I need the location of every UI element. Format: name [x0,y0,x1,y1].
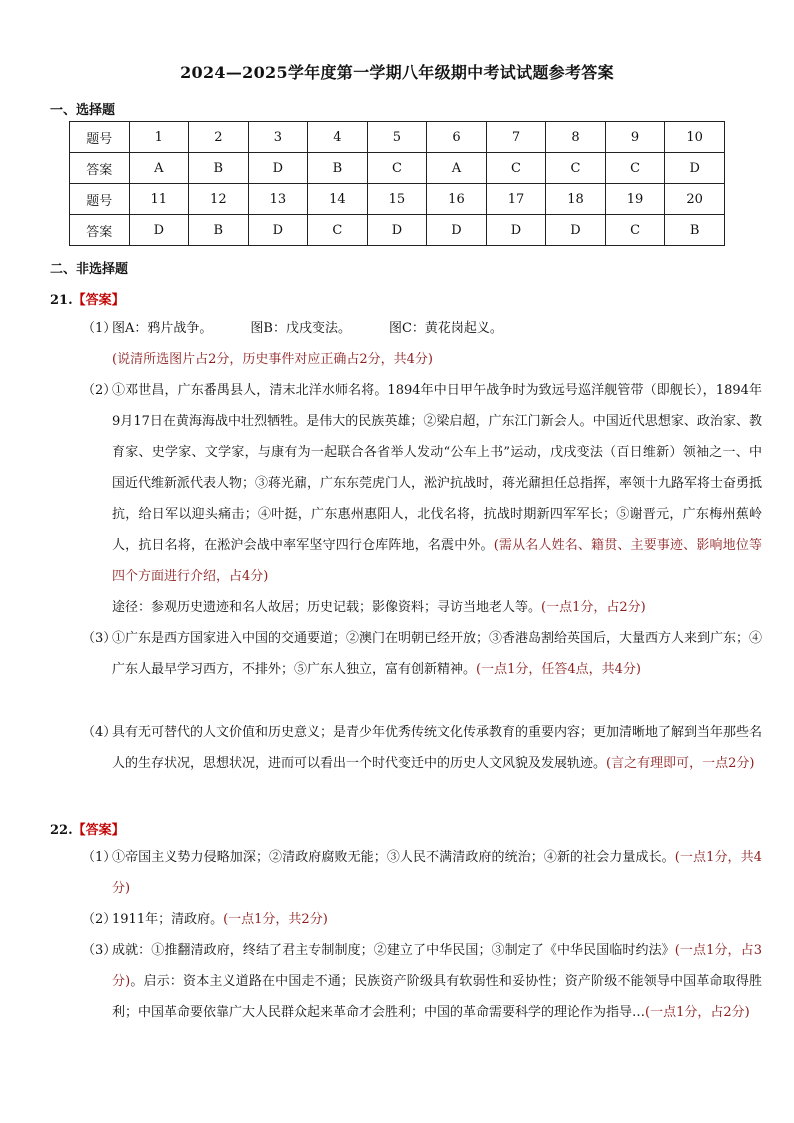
answer-table-row-label: 答案 [70,215,130,246]
q22-part3-note1: (一点1分，占3分) [112,943,762,989]
answer-table-cell: 9 [605,122,665,153]
answer-tag: 【答案】 [72,823,125,838]
q21-part2-route: 途径：参观历史遗迹和名人故居；历史记载；影像资料；寻访当地老人等。 [112,600,542,615]
question-22-heading [50,819,125,838]
q21-part4-text: 具有无可替代的人文价值和历史意义；是青少年优秀传统文化传承教育的重要内容；更加清晰地了解到当年那些名人的生存状况，思想状况，进而可以看出一个时代变迁中的历史人文风貌及发展轨迹。 [112,725,763,771]
answer-table-cell: 6 [427,122,487,153]
answer-table-row [70,122,725,153]
answer-table-cell: 18 [546,184,606,215]
answer-table-row-label: 题号 [70,184,130,215]
answer-table-cell: B [665,215,725,246]
answer-table-cell: 20 [665,184,725,215]
q21-part4 [82,717,762,779]
answer-table-cell: D [248,215,308,246]
answer-table-row-label: 题号 [70,122,130,153]
answer-table-cell: 8 [546,122,606,153]
answer-table-row [70,153,725,184]
part-number: （1） [82,321,117,336]
q21-part3 [82,623,762,685]
answer-table-cell: 7 [486,122,546,153]
answer-table-cell: D [427,215,487,246]
q21-part2-text: ①邓世昌，广东番禺县人，清末北洋水师名将。1894年中日甲午战争时为致远号巡洋舰管带（即舰长），1894年9月17日在黄海海战中壮烈牺牲。是伟大的民族英雄；②梁启超，广东江门新会人。中国近代思想家、政治家、教育家、史学家、文学家，与康有为一起联合各省举人发动“公车上书”运动，戊戌变法（百日维新）领袖之一、中国近代维新派代表人物；③蒋光鼐，广东东莞虎门人，淞沪抗战时，蒋光鼐担任总指挥，率领十九路军将士奋勇抵抗，给日军以迎头痛击；④叶挺，广东惠州惠阳人，北伐名将，抗战时期新四军军长；⑤谢晋元，广东梅州蕉岭人，抗日名将，在淞沪会战中率军坚守四行仓库阵地，名震中外。 [112,383,763,553]
part-number: （3） [82,943,117,958]
answer-table-cell: C [367,153,427,184]
answer-table-cell: 5 [367,122,427,153]
q22-part1-note: (一点1分，共4分) [112,850,762,896]
answer-table-cell: D [486,215,546,246]
answer-table-cell: 13 [248,184,308,215]
answer-table-cell: 16 [427,184,487,215]
q22-part3-text2: 。启示：资本主义道路在中国走不通；民族资产阶级具有软弱性和妥协性；资产阶级不能领导中国革命取得胜利；中国革命要依靠广大人民群众起来革命才会胜利；中国的革命需要科学的理论作为指导… [112,974,762,1020]
answer-table-cell: C [546,153,606,184]
answer-table-cell: B [189,215,249,246]
answer-table-cell: 3 [248,122,308,153]
answer-table-cell: 10 [665,122,725,153]
question-21-heading [50,289,125,308]
part-number: （2） [82,912,117,927]
answer-table-cell: 1 [129,122,189,153]
answer-table-cell: C [308,215,368,246]
q21-part2 [82,375,762,623]
q22-part2-text: 1911年；清政府。 [112,912,224,927]
answer-table-cell: 19 [605,184,665,215]
q21-part3-note: (一点1分，任答4点，共4分) [476,662,641,677]
answer-table-cell: 17 [486,184,546,215]
page-title: 2024—2025学年度第一学期八年级期中考试试题参考答案 [180,63,614,82]
part-number: （4） [82,725,117,740]
answer-table-cell: A [129,153,189,184]
question-number: 22. [50,823,73,838]
answer-table-row [70,184,725,215]
q22-part3 [82,935,762,1028]
q21-part1-b: 图B：戊戌变法。 [250,321,351,336]
q21-part1 [82,313,762,375]
answer-table-cell: 2 [189,122,249,153]
q22-part1 [82,842,762,904]
q21-part1-note: (说清所选图片占2分，历史事件对应正确占2分，共4分) [112,352,433,367]
answer-table-cell: D [665,153,725,184]
answer-table-cell: C [605,215,665,246]
section-heading-nonchoice: 二、非选择题 [50,262,129,277]
answer-table-cell: 11 [129,184,189,215]
answer-table-cell: 12 [189,184,249,215]
q21-part2-route-note: (一点1分，占2分) [541,600,646,615]
q21-part4-note: (言之有理即可，一点2分) [606,756,755,771]
part-number: （3） [82,631,117,646]
answer-table-cell: D [129,215,189,246]
answer-tag: 【答案】 [72,293,125,308]
answer-table-cell: A [427,153,487,184]
section-heading-choice: 一、选择题 [50,103,116,118]
q22-part1-text: ①帝国主义势力侵略加深；②清政府腐败无能；③人民不满清政府的统治；④新的社会力量成长。 [112,850,675,865]
question-number: 21. [50,293,73,308]
answer-table-cell: B [308,153,368,184]
q22-part2-note: (一点1分，共2分) [223,912,328,927]
answer-table-row-label: 答案 [70,153,130,184]
q22-part2 [82,904,762,935]
q21-part1-c: 图C：黄花岗起义。 [388,321,503,336]
q22-part3-note2: (一点1分，占2分) [645,1005,750,1020]
answer-table-cell: B [189,153,249,184]
answer-table-cell: 4 [308,122,368,153]
answer-table-cell: C [486,153,546,184]
answer-table-cell: 15 [367,184,427,215]
part-number: （1） [82,850,117,865]
q22-part3-text: 成就：①推翻清政府，终结了君主专制制度；②建立了中华民国；③制定了《中华民国临时约法》 [112,943,675,958]
answer-table-cell: 14 [308,184,368,215]
answer-table-cell: D [367,215,427,246]
q21-part2-note: (需从名人姓名、籍贯、主要事迹、影响地位等四个方面进行介绍，占4分) [112,538,762,584]
answer-table [69,121,725,246]
q21-part1-a: 图A：鸦片战争。 [112,321,213,336]
answer-table-cell: D [546,215,606,246]
answer-table-row [70,215,725,246]
part-number: （2） [82,383,117,398]
q21-part3-text: ①广东是西方国家进入中国的交通要道；②澳门在明朝已经开放；③香港岛割给英国后，大量西方人来到广东；④广东人最早学习西方，不排外；⑤广东人独立，富有创新精神。 [112,631,763,677]
answer-table-cell: D [248,153,308,184]
answer-table-cell: C [605,153,665,184]
